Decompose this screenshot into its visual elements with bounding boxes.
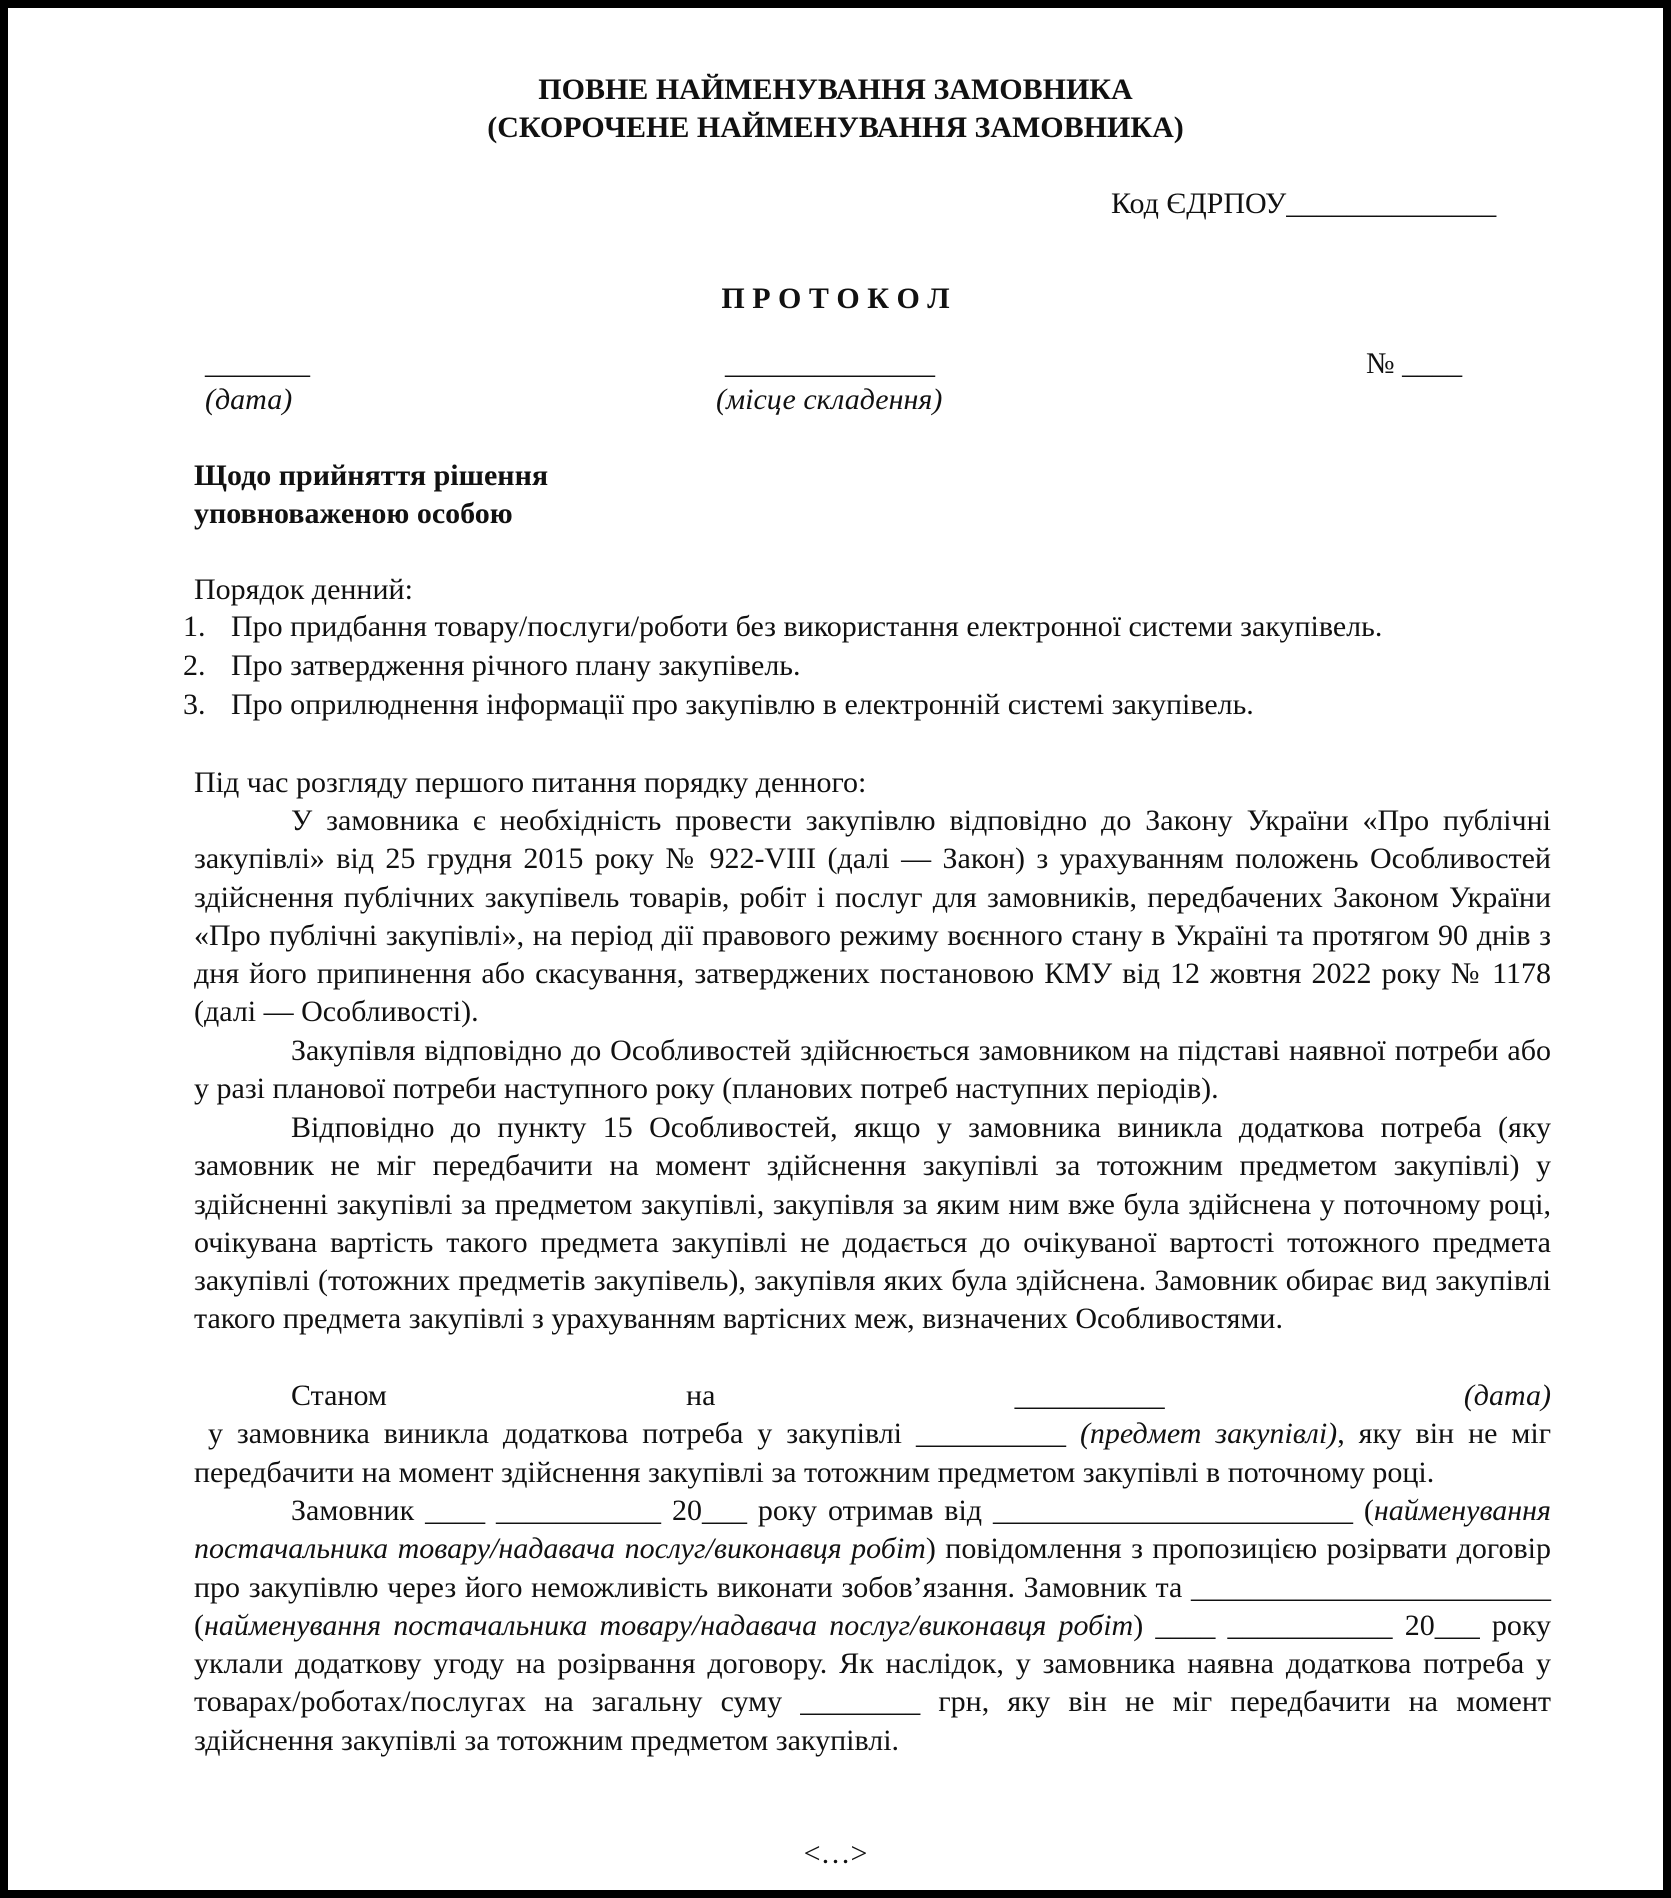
customer-short-name: (СКОРОЧЕНЕ НАЙМЕНУВАННЯ ЗАМОВНИКА) [487,111,1184,144]
paragraph-need-basis: Закупівля відповідно до Особливостей здійснюється замовником на підставі наявної потреби або у разі планової потреби наступного року (планових потреб наступних періодів). [194,1034,1551,1106]
edrpou-code: Код ЄДРПОУ______________ [1111,187,1497,220]
agenda-item-number: 1. [183,610,206,643]
p5-text-e: ) ____ ___________ 20___ року уклали додаткову угоду на розірвання договору. Як наслідок, у замовника наявна додаткова потреба у товарах/роботах/послугах на загальну суму ________ грн, яку він не міг передбачити на момент здійснення закупівлі за тотожним предметом закупівлі. [194,1608,1551,1757]
p5-supplier-caption-2: найменування постачальника товару/надавача послуг/виконавця робіт [204,1608,1134,1642]
agenda-item-number: 3. [183,688,206,721]
p5-text-c: ) повідомлення з пропозицією розірвати договір про закупівлю через його неможливість виконати зобов’язання. Замовник та ________________________ ( [194,1532,1551,1642]
paragraph-contract-termination [194,1492,1551,1760]
subject-line-2: уповноваженою особою [194,497,513,530]
p4-subject-caption: (предмет закупівлі) [1079,1417,1338,1451]
document-title: П Р О Т О К О Л [721,282,950,315]
agenda-item-text: Про затвердження річного плану закупівель. [231,649,801,682]
paragraph-point-15: Відповідно до пункту 15 Особливостей, якщо у замовника виникла додаткова потреба (яку замовник не міг передбачити на момент здійснення закупівлі за тотожним предметом закупівлі) у здійсненні закупівлі за предметом закупівлі, закупівля за яким ним вже була здійснена у поточному році, очікувана вартість такого предмета закупівлі не додається до очікуваної вартості тотожного предмета закупівлі (тотожних предметів закупівель), закупівля яких була здійснена. Замовник обирає вид закупівлі такого предмета закупівлі з урахуванням вартісних меж, визначених Особливостями. [194,1111,1551,1336]
place-blank: ______________ [725,347,935,380]
paragraph-additional-need [194,1377,1551,1492]
agenda-item-number: 2. [183,649,206,682]
p4-text-e: , яку він не міг передбачити на момент здійснення закупівлі за тотожним предметом закупівлі в поточному році. [194,1417,1552,1489]
date-blank: _______ [205,347,310,380]
date-caption: (дата) [205,383,293,416]
continuation-ellipsis: <…> [803,1837,868,1870]
customer-full-name: ПОВНЕ НАЙМЕНУВАННЯ ЗАМОВНИКА [538,73,1133,106]
p5-text-a: Замовник ____ ___________ 20___ року отримав від ________________________ ( [291,1494,1374,1527]
first-question-intro: Під час розгляду першого питання порядку денного: [194,766,867,799]
agenda-item-text: Про оприлюднення інформації про закупівлю в електронній системі закупівель. [231,688,1254,721]
protocol-number: № ____ [1366,347,1463,380]
place-caption: (місце складення) [716,383,943,416]
p4-text-c: у замовника виникла додаткова потреба у закупівлі __________ [194,1417,1080,1451]
paragraph-law-basis: У замовника є необхідність провести закупівлю відповідно до Закону України «Про публічні закупівлі» від 25 грудня 2015 року № 922-VIII (далі — Закон) з урахуванням положень Особливостей здійснення публічних закупівель товарів, робіт і послуг для замовників, передбачених Законом України «Про публічні закупівлі», на період дії правового режиму воєнного стану в Україні та протягом 90 днів з дня його припинення або скасування, затверджених постановою КМУ від 12 жовтня 2022 року № 1178 (далі — Особливості). [194,804,1551,1029]
agenda-item-text: Про придбання товару/послуги/роботи без використання електронної системи закупівель. [231,610,1383,643]
subject-line-1: Щодо прийняття рішення [194,459,549,492]
agenda-heading: Порядок денний: [194,573,413,606]
p4-text-a: Станом на __________ [291,1379,1464,1412]
p4-date-caption: (дата) [1463,1379,1551,1412]
p5-supplier-caption-1: найменування постачальника товару/надавача послуг/виконавця робіт [194,1494,1551,1566]
